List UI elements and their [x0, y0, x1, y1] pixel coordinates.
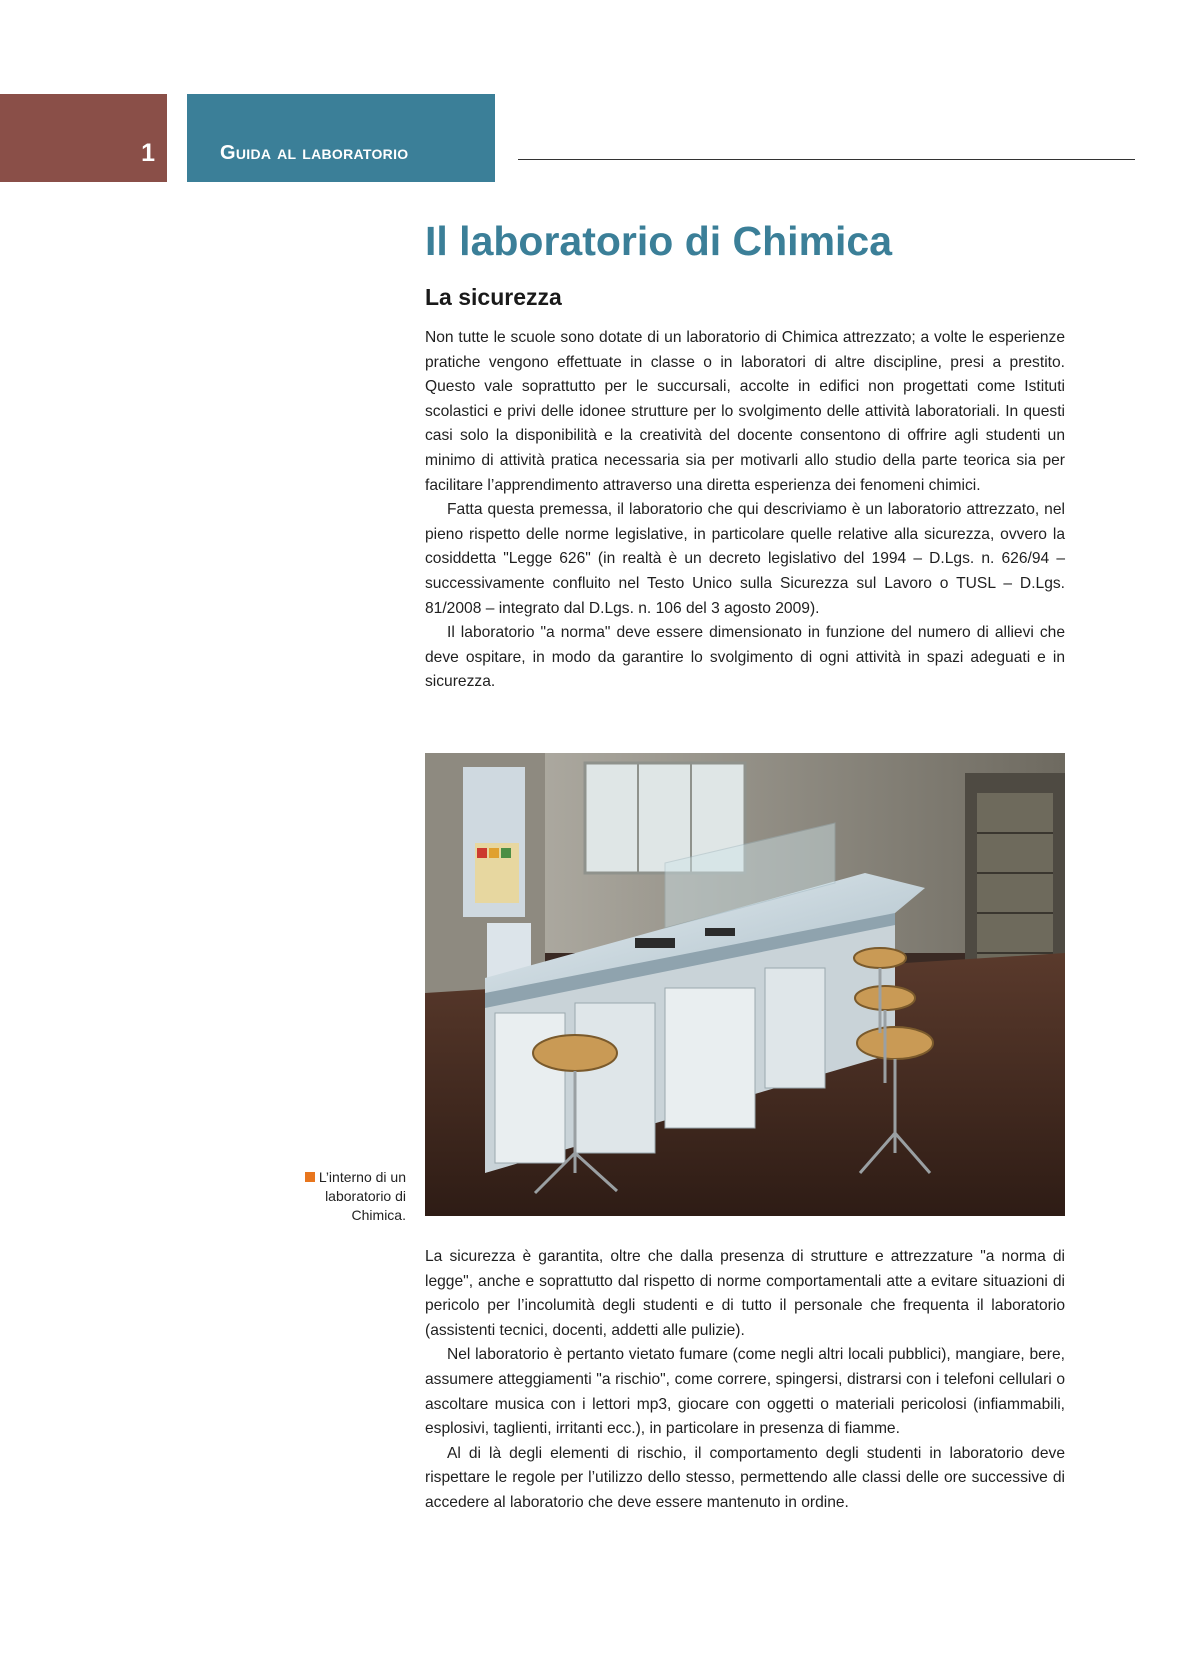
body-text-intro — [425, 326, 1065, 695]
section-title-box — [187, 94, 495, 182]
paragraph: Al di là degli elementi di rischio, il comportamento degli studenti in laboratorio deve rispettare le regole per l’utilizzo dello stesso, permettendo alle classi delle ore successive di accedere al laboratorio che deve essere mantenuto in ordine. — [425, 1444, 1065, 1511]
chapter-number-box — [0, 94, 167, 182]
paragraph: Il laboratorio "a norma" deve essere dimensionato in funzione del numero di allievi che deve ospitare, in modo da garantire lo svolgimento di ogni attività in spazi adeguati e in sicurezza. — [425, 624, 1065, 691]
lab-photo — [425, 753, 1065, 1216]
photo-caption-text: L’interno di un laboratorio di Chimica. — [318, 1169, 406, 1223]
paragraph: Nel laboratorio è pertanto vietato fumare (come negli altri locali pubblici), mangiare, bere, assumere atteggiamenti "a rischio", come correre, spingersi, distrarsi con i telefoni cellulari o ascoltare musica con i lettori mp3, giocare con oggetti o materiali pericolosi (infiammabili, esplosivi, taglienti, irritanti ecc.), in particolare in presenza di fiamme. — [425, 1346, 1065, 1438]
photo-caption — [280, 1168, 406, 1225]
lab-photo-illustration — [425, 753, 1065, 1216]
section-title: Guida al laboratorio — [220, 142, 409, 164]
chapter-number: 1 — [141, 139, 155, 167]
body-text-safety — [425, 1245, 1065, 1516]
paragraph: Non tutte le scuole sono dotate di un laboratorio di Chimica attrezzato; a volte le esperienze pratiche vengono effettuate in classe o in laboratori di altre discipline, presi a prestito. Questo vale soprattutto per le succursali, accolte in edifici non progettati come Istituti scolastici e privi delle idonee strutture per lo svolgimento delle attività laboratoriali. In questi casi solo la disponibilità e la creatività del docente consentono di offrire agli studenti un minimo di attività pratica necessaria sia per motivarli allo studio della parte teorica sia per facilitare l’apprendimento attraverso una diretta esperienza dei fenomeni chimici. — [425, 329, 1065, 494]
header-divider — [518, 159, 1135, 160]
paragraph: La sicurezza è garantita, oltre che dalla presenza di strutture e attrezzature "a norma di legge", anche e soprattutto dal rispetto di norme comportamentali atte a evitare situazioni di pericolo per l’incolumità degli studenti e di tutto il personale che frequenta il laboratorio (assistenti tecnici, docenti, addetti alle pulizie). — [425, 1248, 1065, 1339]
page-title: Il laboratorio di Chimica — [425, 218, 893, 264]
caption-marker-icon — [305, 1172, 315, 1182]
section-heading: La sicurezza — [425, 284, 562, 310]
paragraph: Fatta questa premessa, il laboratorio che qui descriviamo è un laboratorio attrezzato, nel pieno rispetto delle norme legislative, in particolare quelle relative alla sicurezza, ovvero la cosiddetta "Legge 626" (in realtà è un decreto legislativo del 1994 – D.Lgs. n. 626/94 – successivamente confluito nel Testo Unico sulla Sicurezza sul Lavoro o TUSL – D.Lgs. 81/2008 – integrato dal D.Lgs. n. 106 del 3 agosto 2009). — [425, 501, 1065, 617]
